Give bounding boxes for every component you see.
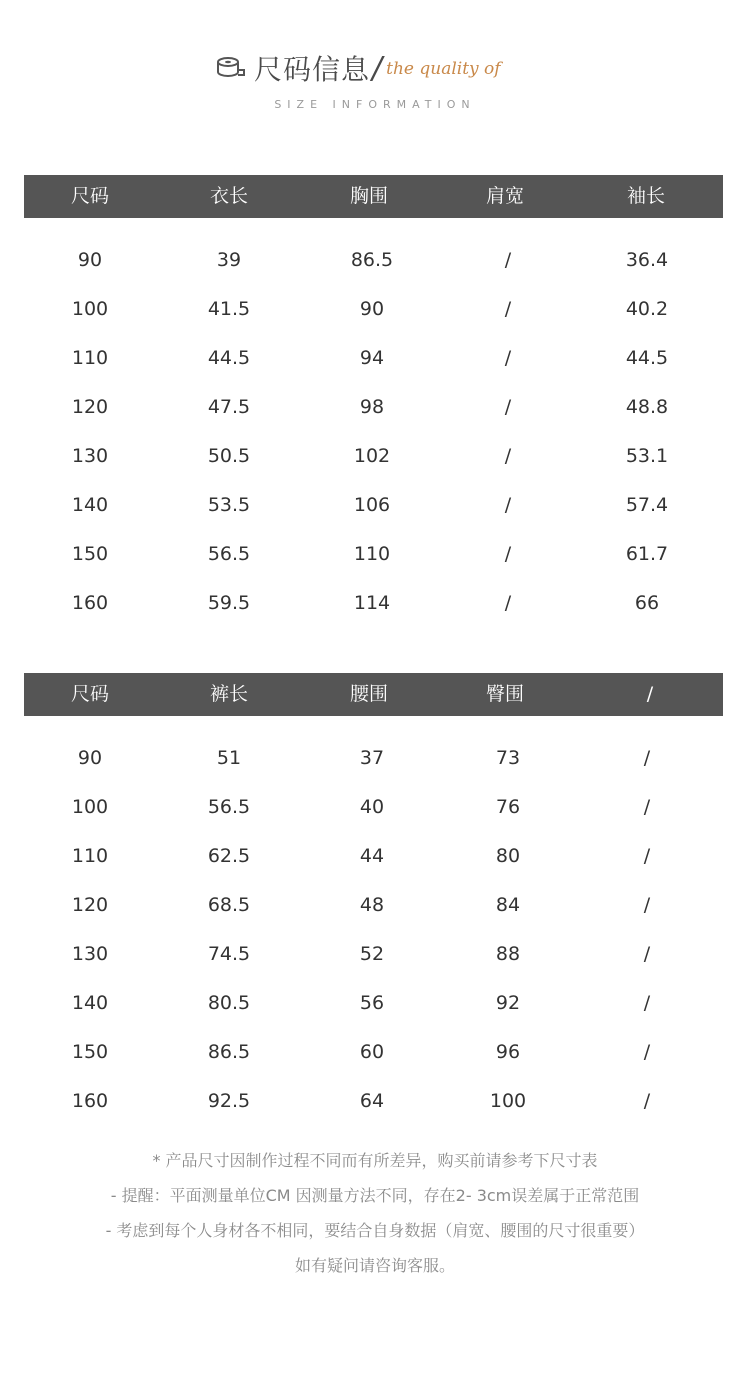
table-cell: 106: [353, 494, 391, 516]
table-cell: 84: [495, 894, 521, 916]
table-cell: 44.5: [625, 347, 669, 369]
table-cell: 53.5: [207, 494, 251, 516]
title-block: [0, 40, 750, 120]
table-cell: 48.8: [625, 396, 669, 418]
table-cell: 80: [495, 845, 521, 867]
table-cell: /: [504, 396, 512, 418]
table-row: [24, 341, 723, 375]
bottom-table-header: [24, 673, 723, 716]
table-cell: 114: [353, 592, 391, 614]
header-cell: /: [646, 683, 654, 705]
table-cell: /: [643, 943, 651, 965]
table-cell: 94: [359, 347, 385, 369]
table-cell: /: [504, 347, 512, 369]
table-cell: 86.5: [350, 249, 394, 271]
header-cell: 腰围: [349, 683, 388, 705]
table-cell: /: [504, 592, 512, 614]
table-cell: 48: [359, 894, 385, 916]
table-cell: 160: [71, 1090, 109, 1112]
table-cell: 160: [71, 592, 109, 614]
table-cell: 62.5: [207, 845, 251, 867]
table-cell: 68.5: [207, 894, 251, 916]
table-cell: /: [504, 445, 512, 467]
table-cell: 130: [71, 943, 109, 965]
table-cell: 140: [71, 494, 109, 516]
table-cell: 92: [495, 992, 521, 1014]
table-cell: 60: [359, 1041, 385, 1063]
table-cell: 61.7: [625, 543, 669, 565]
table-cell: 90: [359, 298, 385, 320]
header-cell: 尺码: [70, 683, 109, 705]
table-cell: 120: [71, 894, 109, 916]
table-row: [24, 537, 723, 571]
table-cell: 56: [359, 992, 385, 1014]
title-separator: /: [372, 50, 383, 86]
table-row: [24, 888, 723, 922]
table-cell: 80.5: [207, 992, 251, 1014]
table-cell: /: [643, 894, 651, 916]
table-cell: 52: [359, 943, 385, 965]
table-cell: 100: [71, 796, 109, 818]
page-title: 尺码信息: [254, 53, 371, 86]
table-cell: 47.5: [207, 396, 251, 418]
table-row: [24, 741, 723, 775]
table-cell: 90: [77, 249, 103, 271]
table-cell: 44.5: [207, 347, 251, 369]
table-cell: /: [643, 1041, 651, 1063]
table-cell: 41.5: [207, 298, 251, 320]
title-script: the quality of: [386, 59, 501, 79]
table-row: [24, 439, 723, 473]
header-cell: 衣长: [209, 185, 248, 207]
table-cell: /: [643, 992, 651, 1014]
table-cell: /: [504, 249, 512, 271]
table-cell: 86.5: [207, 1041, 251, 1063]
table-cell: 44: [359, 845, 385, 867]
note-line: - 考虑到每个人身材各不相同，要结合自身数据（肩宽、腰围的尺寸很重要）: [105, 1221, 645, 1240]
table-cell: 150: [71, 1041, 109, 1063]
table-row: [24, 986, 723, 1020]
table-cell: 130: [71, 445, 109, 467]
table-cell: 76: [495, 796, 521, 818]
table-cell: 59.5: [207, 592, 251, 614]
top-table-header: [24, 175, 723, 218]
table-cell: 50.5: [207, 445, 251, 467]
table-row: [24, 790, 723, 824]
table-cell: 96: [495, 1041, 521, 1063]
table-cell: 110: [71, 347, 109, 369]
table-cell: /: [504, 543, 512, 565]
table-cell: 51: [216, 747, 242, 769]
table-cell: 74.5: [207, 943, 251, 965]
table-cell: 64: [359, 1090, 385, 1112]
table-row: [24, 292, 723, 326]
table-row: [24, 390, 723, 424]
table-cell: 57.4: [625, 494, 669, 516]
note-line: * 产品尺寸因制作过程不同而有所差异，购买前请参考下尺寸表: [152, 1151, 598, 1170]
table-row: [24, 243, 723, 277]
table-row: [24, 1035, 723, 1069]
table-cell: 88: [495, 943, 521, 965]
table-cell: 102: [353, 445, 391, 467]
header-cell: 胸围: [349, 185, 388, 207]
header-cell: 臀围: [485, 683, 524, 705]
table-cell: 110: [353, 543, 391, 565]
table-cell: 66: [634, 592, 660, 614]
table-row: [24, 488, 723, 522]
table-cell: /: [504, 298, 512, 320]
title-row: [214, 48, 501, 88]
table-cell: /: [643, 1090, 651, 1112]
table-row: [24, 586, 723, 620]
table-cell: 110: [71, 845, 109, 867]
table-cell: 37: [359, 747, 385, 769]
table-cell: 92.5: [207, 1090, 251, 1112]
table-cell: 120: [71, 396, 109, 418]
note-line: - 提醒：平面测量单位CM 因测量方法不同，存在2- 3cm误差属于正常范围: [110, 1186, 640, 1205]
table-cell: 40.2: [625, 298, 669, 320]
table-cell: 100: [71, 298, 109, 320]
table-cell: /: [643, 845, 651, 867]
table-cell: 100: [489, 1090, 527, 1112]
table-row: [24, 839, 723, 873]
header-cell: 裤长: [209, 683, 248, 705]
table-cell: 150: [71, 543, 109, 565]
table-cell: 56.5: [207, 796, 251, 818]
table-cell: 98: [359, 396, 385, 418]
table-cell: 39: [216, 249, 242, 271]
header-cell: 肩宽: [485, 185, 524, 207]
table-row: [24, 937, 723, 971]
header-cell: 袖长: [626, 185, 665, 207]
table-cell: /: [643, 796, 651, 818]
table-cell: /: [643, 747, 651, 769]
page-subtitle: SIZE INFORMATION: [274, 98, 476, 111]
tape-measure-icon: [214, 52, 246, 84]
table-cell: 73: [495, 747, 521, 769]
table-cell: 140: [71, 992, 109, 1014]
header-cell: 尺码: [70, 185, 109, 207]
table-cell: 56.5: [207, 543, 251, 565]
table-cell: 90: [77, 747, 103, 769]
table-cell: 40: [359, 796, 385, 818]
note-line: 如有疑问请咨询客服。: [294, 1256, 455, 1275]
table-cell: /: [504, 494, 512, 516]
table-cell: 36.4: [625, 249, 669, 271]
table-row: [24, 1084, 723, 1118]
table-cell: 53.1: [625, 445, 669, 467]
